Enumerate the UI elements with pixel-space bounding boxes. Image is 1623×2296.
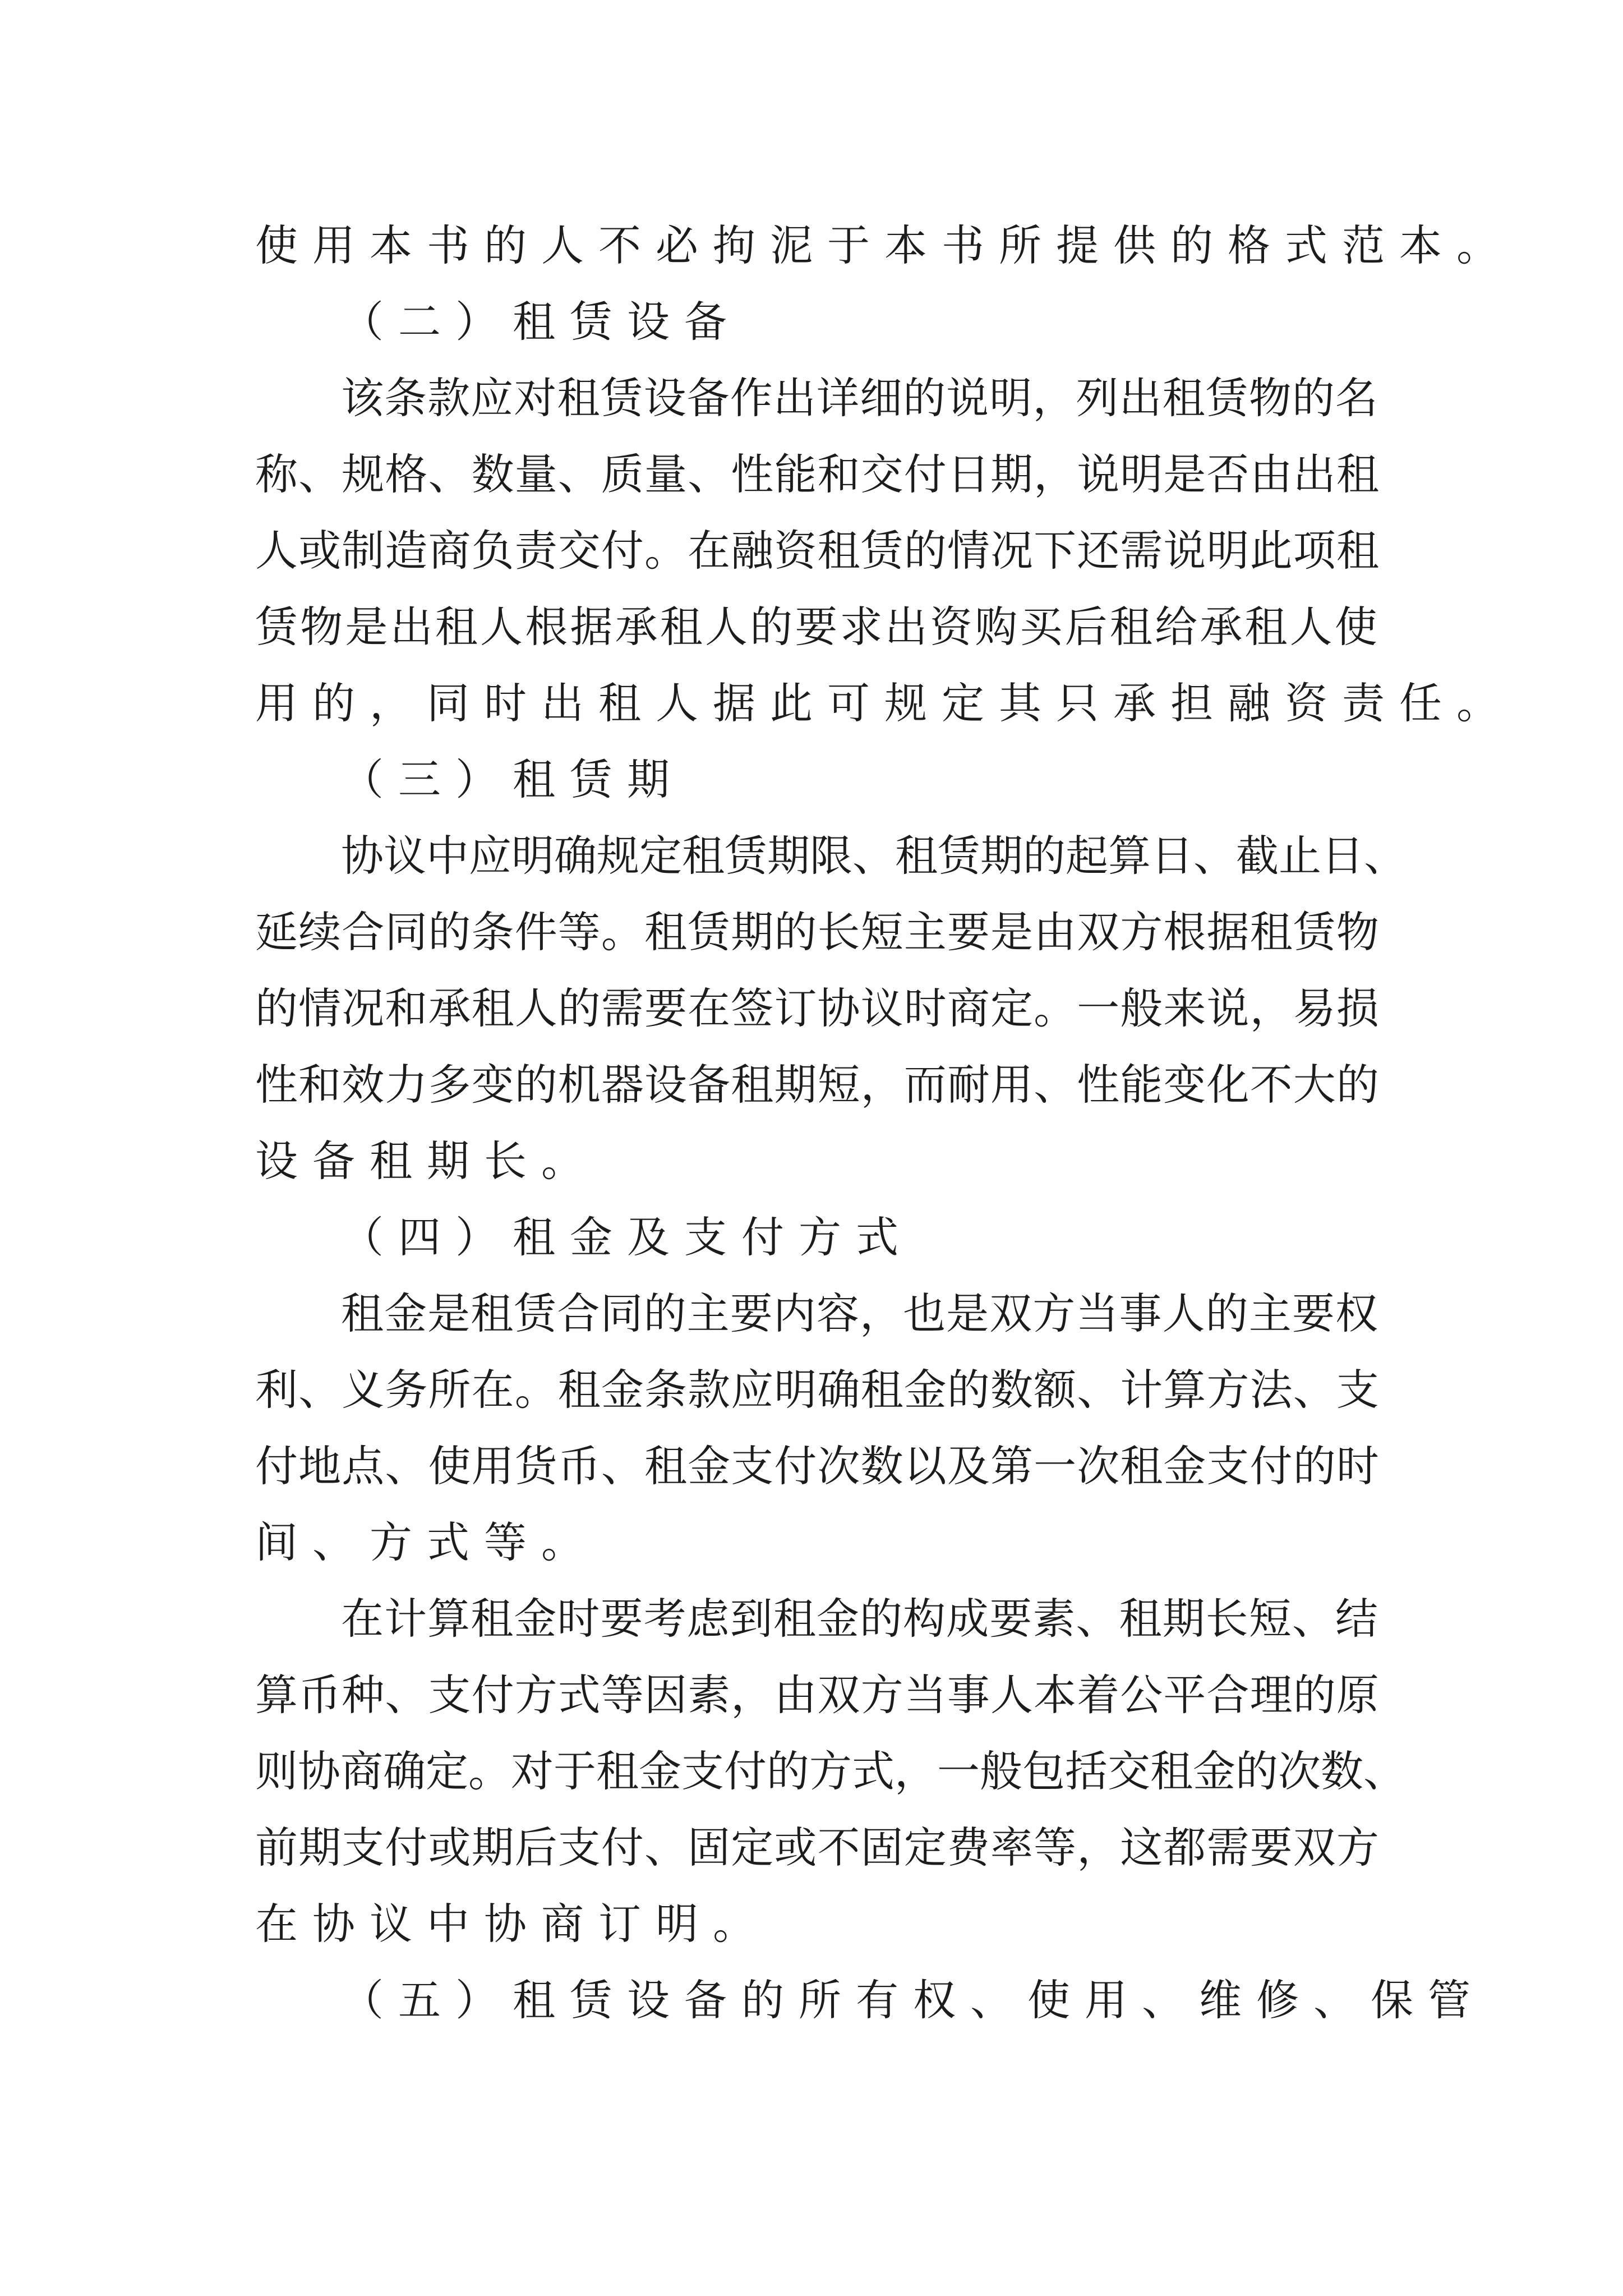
section-heading: （三）租赁期 [341,754,684,804]
text-line: 赁物是出租人根据承租人的要求出资购买后租给承租人使 [255,602,1380,652]
text-line: 用的，同时出租人据此可规定其只承担融资责任。 [255,678,1514,728]
text-line: 算币种、支付方式等因素，由双方当事人本着公平合理的原 [255,1670,1380,1720]
section-heading: （五）租赁设备的所有权、使用、维修、保管 [341,1975,1485,2025]
text-line: 在计算租金时要考虑到租金的构成要素、租期长短、结 [341,1594,1378,1644]
text-line: 利、义务所在。租金条款应明确租金的数额、计算方法、支 [255,1365,1380,1415]
text-line: 性和效力多变的机器设备租期短，而耐用、性能变化不大的 [255,1060,1380,1110]
text-line: 使用本书的人不必拘泥于本书所提供的格式范本。 [255,220,1514,270]
text-line: 间、方式等。 [255,1517,598,1567]
text-line: 的情况和承租人的需要在签订协议时商定。一般来说，易损 [255,983,1380,1033]
text-line: 该条款应对租赁设备作出详细的说明，列出租赁物的名 [341,373,1378,423]
text-line: 人或制造商负责交付。在融资租赁的情况下还需说明此项租 [255,526,1380,576]
text-line: 延续合同的条件等。租赁期的长短主要是由双方根据租赁物 [255,907,1380,957]
section-heading: （四）租金及支付方式 [341,1212,913,1262]
text-line: 租金是租赁合同的主要内容，也是双方当事人的主要权 [341,1289,1378,1338]
text-line: 设备租期长。 [255,1136,598,1186]
text-line: 付地点、使用货币、租金支付次数以及第一次租金支付的时 [255,1441,1380,1491]
section-heading: （二）租赁设备 [341,297,741,347]
text-line: 前期支付或期后支付、固定或不固定费率等，这都需要双方 [255,1823,1380,1872]
text-line: 称、规格、数量、质量、性能和交付日期，说明是否由出租 [255,449,1380,499]
text-line: 则协商确定。对于租金支付的方式，一般包括交租金的次数、 [255,1746,1406,1796]
text-line: 在协议中协商订明。 [255,1899,770,1949]
text-line: 协议中应明确规定租赁期限、租赁期的起算日、截止日、 [341,831,1407,881]
